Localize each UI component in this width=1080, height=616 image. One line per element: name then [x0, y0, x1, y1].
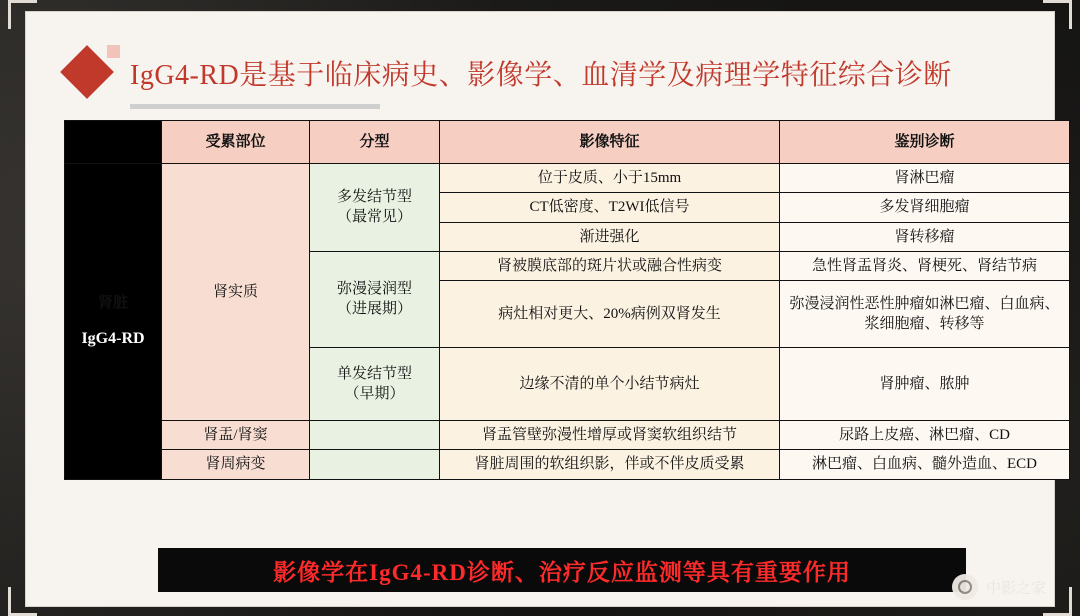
imaging-features-table	[64, 120, 1069, 480]
diamond-large-shape	[60, 45, 114, 99]
differential-cell: 多发肾细胞瘤	[780, 193, 1070, 222]
header-site: 受累部位	[162, 121, 310, 164]
subtype-solitary-nodular	[310, 348, 440, 421]
table-header-row	[65, 121, 1070, 164]
imaging-cell: 肾盂管壁弥漫性增厚或肾窦软组织结节	[440, 421, 780, 450]
subtype-diffuse-infiltrative	[310, 251, 440, 347]
watermark-text: 中影之家	[985, 579, 1046, 597]
bottom-banner	[158, 548, 966, 592]
imaging-cell: CT低密度、T2WI低信号	[440, 193, 780, 222]
watermark-logo-icon	[952, 574, 978, 600]
table-corner-cell	[65, 121, 162, 164]
diamond-bullet-icon	[64, 45, 130, 101]
subtype-multinodular-line1: 多发结节型	[336, 189, 412, 206]
table-row	[65, 421, 1070, 450]
imaging-cell: 肾被膜底部的斑片状或融合性病变	[440, 251, 780, 280]
subtype-diffuse-line2: （进展期）	[336, 301, 412, 318]
title-underline	[130, 104, 380, 109]
imaging-cell: 位于皮质、小于15mm	[440, 164, 780, 193]
side-label-en: IgG4-RD	[81, 329, 145, 347]
differential-cell: 肾肿瘤、脓肿	[780, 348, 1070, 421]
header-subtype: 分型	[310, 121, 440, 164]
subtype-diffuse-line1: 弥漫浸润型	[336, 281, 412, 298]
differential-cell: 淋巴瘤、白血病、髓外造血、ECD	[780, 450, 1070, 479]
imaging-cell: 渐进强化	[440, 222, 780, 251]
subtype-solitary-line2: （早期）	[344, 386, 405, 402]
differential-cell: 肾转移瘤	[780, 222, 1070, 251]
side-label-cn: 肾脏	[97, 295, 128, 312]
side-label-cell	[65, 164, 162, 480]
subtype-multinodular-line2: （最常见）	[336, 209, 412, 226]
differential-cell: 肾淋巴瘤	[780, 164, 1070, 193]
diamond-small-shape	[107, 45, 120, 58]
bottom-banner-text: 影像学在IgG4-RD诊断、治疗反应监测等具有重要作用	[273, 559, 851, 585]
table-row	[65, 450, 1070, 479]
header-imaging: 影像特征	[440, 121, 780, 164]
title-row	[64, 42, 1024, 104]
site-renal-parenchyma: 肾实质	[162, 164, 310, 421]
subtype-empty	[310, 421, 440, 450]
subtype-multinodular	[310, 164, 440, 252]
site-perirenal: 肾周病变	[162, 450, 310, 479]
slide-content-panel	[26, 12, 1060, 606]
subtype-empty	[310, 450, 440, 479]
differential-cell: 弥漫浸润性恶性肿瘤如淋巴瘤、白血病、浆细胞瘤、转移等	[780, 281, 1070, 348]
site-renal-pelvis: 肾盂/肾窦	[162, 421, 310, 450]
imaging-cell: 肾脏周围的软组织影，伴或不伴皮质受累	[440, 450, 780, 479]
header-differential: 鉴别诊断	[780, 121, 1070, 164]
table-row	[65, 164, 1070, 193]
differential-cell: 急性肾盂肾炎、肾梗死、肾结节病	[780, 251, 1070, 280]
subtype-solitary-line1: 单发结节型	[336, 365, 412, 382]
page-title: IgG4-RD是基于临床病史、影像学、血清学及病理学特征综合诊断	[130, 60, 952, 91]
watermark	[952, 574, 1046, 600]
imaging-cell: 边缘不清的单个小结节病灶	[440, 348, 780, 421]
differential-cell: 尿路上皮癌、淋巴瘤、CD	[780, 421, 1070, 450]
imaging-cell: 病灶相对更大、20%病例双肾发生	[440, 281, 780, 348]
